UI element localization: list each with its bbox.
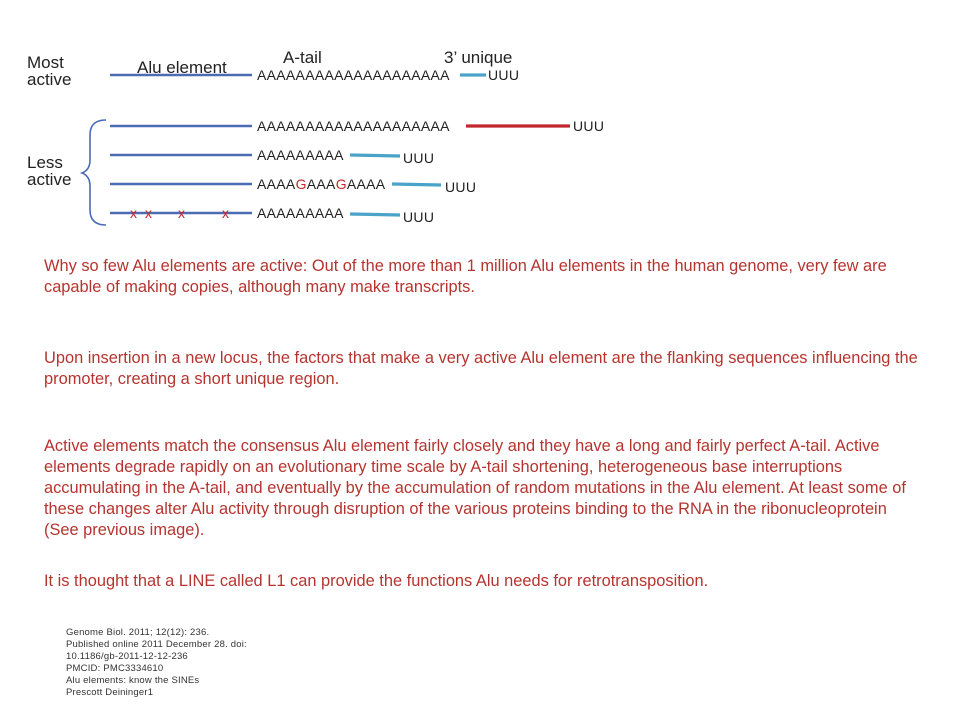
a-tail-row2: AAAAAAAAAAAAAAAAAAAA xyxy=(257,118,450,134)
a-tail-label: A-tail xyxy=(283,48,322,67)
unique-seq-row1: UUU xyxy=(488,67,520,83)
citation-line-doi: 10.1186/gb-2011-12-12-236 xyxy=(66,651,188,662)
a-tail-row4-part3: AAAA xyxy=(346,176,386,192)
citation-line-journal: Genome Biol. 2011; 12(12): 236. xyxy=(66,627,210,638)
a-tail-row4-part1: AAAA xyxy=(257,176,296,192)
three-prime-unique-label: 3’ unique xyxy=(444,48,513,67)
citation-line-published: Published online 2011 December 28. doi: xyxy=(66,639,247,650)
alu-element-label: Alu element xyxy=(137,58,227,77)
alu-activity-diagram xyxy=(0,0,960,240)
a-tail-row4 xyxy=(257,176,386,192)
less-active-label xyxy=(27,153,71,189)
a-tail-row3: AAAAAAAAA xyxy=(257,147,344,163)
unique-line-row5 xyxy=(350,214,400,215)
a-tail-row4-part2: AAA xyxy=(306,176,336,192)
paragraph-why-few-active: Why so few Alu elements are active: Out of the more than 1 million Alu elements in the human genome, very few are capable of making copies, although many make transcripts. xyxy=(44,257,887,296)
a-tail-row5: AAAAAAAAA xyxy=(257,205,344,221)
paragraph-insertion-factors: Upon insertion in a new locus, the factors that make a very active Alu element are the flanking sequences influencing the promoter, creating a short unique region. xyxy=(44,349,918,388)
most-active-label xyxy=(27,53,71,89)
most-active-label-line1: Most xyxy=(27,53,64,72)
paragraph-line-l1: It is thought that a LINE called L1 can provide the functions Alu needs for retrotransposition. xyxy=(44,572,709,590)
unique-seq-row2: UUU xyxy=(573,118,605,134)
paragraph-active-elements: Active elements match the consensus Alu element fairly closely and they have a long and fairly perfect A-tail. Active elements degrade rapidly on an evolutionary time scale by A-tail shortening, heterogeneous base interruptions accumulating in the A-tail, and eventually by the accumulation of random mutations in the Alu element. At least some of these changes alter Alu activity through disruption of the various proteins binding to the RNA in the ribonucleoprotein (See previous image). xyxy=(44,437,906,539)
mutation-mark-2: x xyxy=(145,205,152,221)
mutation-mark-1: x xyxy=(130,205,137,221)
unique-seq-row5: UUU xyxy=(403,209,435,225)
less-active-label-line1: Less xyxy=(27,153,63,172)
citation-block xyxy=(66,627,386,699)
less-active-bracket xyxy=(82,120,106,225)
less-active-label-line2: active xyxy=(27,170,72,189)
citation-line-author: Prescott Deininger1 xyxy=(66,687,154,698)
g-interruption-1: G xyxy=(295,176,307,192)
unique-seq-row3: UUU xyxy=(403,150,435,166)
a-tail-row1: AAAAAAAAAAAAAAAAAAAA xyxy=(257,67,450,83)
citation-line-title: Alu elements: know the SINEs xyxy=(66,675,200,686)
unique-line-row3 xyxy=(350,155,400,156)
unique-seq-row4: UUU xyxy=(445,179,477,195)
citation-line-pmcid: PMCID: PMC3334610 xyxy=(66,663,164,674)
mutation-mark-4: x xyxy=(222,205,229,221)
most-active-label-line2: active xyxy=(27,70,72,89)
mutation-mark-3: x xyxy=(178,205,185,221)
g-interruption-2: G xyxy=(335,176,347,192)
unique-line-row4 xyxy=(392,184,441,185)
